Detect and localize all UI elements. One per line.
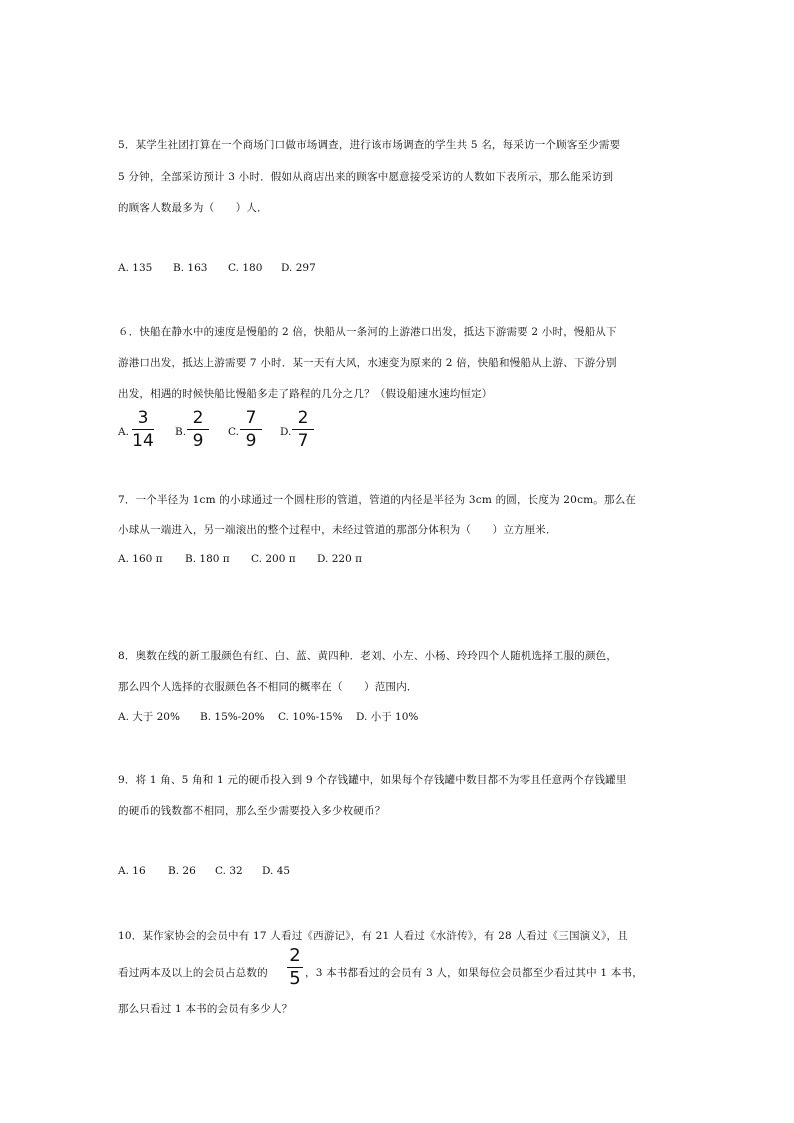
- fraction: [292, 408, 314, 451]
- denominator: 9: [245, 431, 257, 451]
- q10-line-2a: 看过两本及以上的会员占总数的: [118, 967, 268, 979]
- q7-options: [118, 553, 362, 565]
- q5-line-3: 的顾客人数最多为（ ）人．: [118, 202, 268, 214]
- q8-option-d: D. 小于 10%: [356, 711, 419, 723]
- numerator: 2: [289, 945, 301, 966]
- numerator: 7: [245, 408, 257, 428]
- q10-line-3: 那么只看过 1 本书的会员有多少人？: [118, 1003, 293, 1015]
- option-label: C.: [228, 426, 239, 438]
- q7-line-2: 小球从一端进入，另一端滚出的整个过程中，未经过管道的那部分体积为（ ）立方厘米．: [118, 524, 557, 536]
- fraction: [132, 408, 154, 451]
- q5-options: [118, 262, 316, 274]
- q9-option-a: A. 16: [118, 865, 146, 877]
- q8-option-c: C. 10%-15%: [278, 711, 343, 723]
- q9-option-d: D. 45: [262, 865, 291, 877]
- q9-options: [118, 865, 290, 877]
- q10-fraction: [287, 946, 303, 989]
- q9-option-b: B. 26: [168, 865, 196, 877]
- q9-line-1: 9．将 1 角、5 角和 1 元的硬币投入到 9 个存钱罐中，如果每个存钱罐中数目都不为零且任意两个存钱罐里: [118, 774, 627, 786]
- q5-option-a: A. 135: [118, 262, 153, 274]
- q6-line-1: ６．快船在静水中的速度是慢船的 2 倍，快船从一条河的上游港口出发，抵达下游需要 2 小时，慢船从下: [118, 326, 617, 338]
- q5-option-b: B. 163: [173, 262, 208, 274]
- option-label: A.: [118, 426, 129, 438]
- q7-option-a: A. 160 π: [118, 553, 163, 565]
- q7-option-b: B. 180 π: [185, 553, 230, 565]
- q8-options: [118, 709, 418, 724]
- q5-line-1: 5．某学生社团打算在一个商场门口做市场调查，进行该市场调查的学生共 5 名，每采访一个顾客至少需要: [118, 139, 621, 151]
- q8-option-a: A. 大于 20%: [118, 711, 180, 723]
- denominator: 5: [289, 968, 301, 989]
- q8-option-b: B. 15%-20%: [200, 711, 265, 723]
- fraction: [187, 408, 209, 451]
- option-label: B.: [175, 426, 187, 438]
- q10-line-2b: ，3 本书都看过的会员有 3 人，如果每位会员都至少看过其中 1 本书，: [305, 967, 643, 979]
- q7-line-1: 7．一个半径为 1cm 的小球通过一个圆柱形的管道，管道的内径是半径为 3cm 的圆，长度为 20cm。那么在: [118, 494, 637, 506]
- q5-option-c: C. 180: [228, 262, 263, 274]
- option-label: D.: [280, 426, 292, 438]
- q10-line-1: 10．某作家协会的会员中有 17 人看过《西游记》，有 21 人看过《水浒传》，有 28 人看过《三国演义》，且: [118, 930, 628, 942]
- denominator: 9: [192, 431, 204, 451]
- q7-option-d: D. 220 π: [317, 553, 362, 565]
- denominator: 14: [132, 431, 154, 451]
- numerator: 3: [137, 408, 149, 428]
- q5-option-d: D. 297: [281, 262, 316, 274]
- numerator: 2: [192, 408, 204, 428]
- q5-line-2: 5 分钟，全部采访预计 3 小时．假如从商店出来的顾客中愿意接受采访的人数如下表所示，那么能采访到: [118, 171, 614, 183]
- q8-line-1: 8．奥数在线的新工服颜色有红、白、蓝、黄四种．老刘、小左、小杨、玲玲四个人随机选择工服的颜色，: [118, 650, 618, 662]
- q7-option-c: C. 200 π: [251, 553, 296, 565]
- q9-option-c: C. 32: [215, 865, 243, 877]
- numerator: 2: [297, 408, 309, 428]
- q6-line-2: 游港口出发，抵达上游需要 7 小时．某一天有大风，水速变为原来的 2 倍，快船和慢船从上游、下游分别: [118, 357, 617, 369]
- q9-line-2: 的硬币的钱数都不相同，那么至少需要投入多少枚硬币？: [118, 805, 386, 817]
- fraction: [240, 408, 262, 451]
- q8-line-2: 那么四个人选择的衣服颜色各不相同的概率在（ ）范围内．: [118, 681, 418, 693]
- denominator: 7: [297, 431, 309, 451]
- q6-line-3: 出发，相遇的时候快船比慢船多走了路程的几分之几？（假设船速水速均恒定）: [118, 388, 493, 400]
